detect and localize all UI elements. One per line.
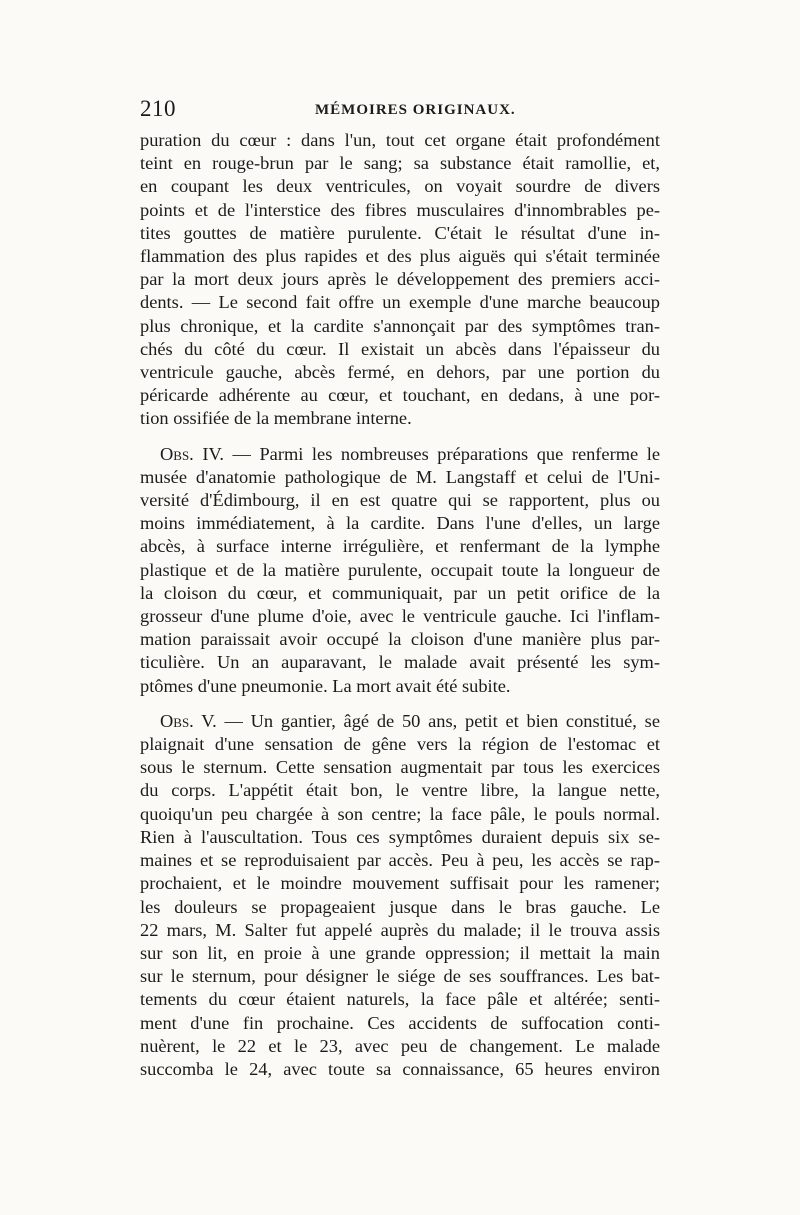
text-line: ptômes d'une pneumonie. La mort avait été subite. — [140, 675, 511, 696]
text-line: péricarde adhérente au cœur, et touchant, en dedans, à une por- — [140, 385, 660, 406]
text-line — [140, 710, 660, 733]
text-line: abcès, à surface interne irrégulière, et renfermant de la lymphe — [140, 536, 660, 557]
paragraph-gap — [140, 431, 660, 443]
text-line: moins immédiatement, à la cardite. Dans l'une d'elles, un large — [140, 513, 660, 534]
paragraph-obs-v — [140, 710, 660, 1081]
text-line — [140, 443, 660, 466]
observation-label: Obs. V. — [160, 710, 217, 731]
text-line: mation paraissait avoir occupé la cloison d'une manière plus par- — [140, 629, 660, 650]
text-line: Rien à l'auscultation. Tous ces symptômes duraient depuis six se- — [140, 826, 660, 847]
text-line: musée d'anatomie pathologique de M. Langstaff et celui de l'Uni- — [140, 466, 660, 487]
text-line: succomba le 24, avec toute sa connaissance, 65 heures environ — [140, 1058, 660, 1079]
text-line: versité d'Édimbourg, il en est quatre qui se rapportent, plus ou — [140, 490, 660, 511]
text-line: en coupant les deux ventricules, on voyait sourdre de divers — [140, 176, 660, 197]
text-line: du corps. L'appétit était bon, le ventre libre, la langue nette, — [140, 780, 660, 801]
text-line-rest: — Parmi les nombreuses préparations que renferme le — [223, 443, 660, 464]
text-line: ment d'une fin prochaine. Ces accidents de suffocation conti- — [140, 1012, 660, 1033]
text-line: plus chronique, et la cardite s'annonçait par des symptômes tran- — [140, 315, 660, 336]
text-line: teint en rouge-brun par le sang; sa substance était ramollie, et, — [140, 153, 660, 174]
text-line-rest: — Un gantier, âgé de 50 ans, petit et bien constitué, se — [216, 710, 660, 731]
paragraph-obs-iv — [140, 443, 660, 698]
text-line: maines et se reproduisaient par accès. Peu à peu, les accès se rap- — [140, 850, 660, 871]
text-line: la cloison du cœur, et communiquait, par un petit orifice de la — [140, 582, 660, 603]
text-line: puration du cœur : dans l'un, tout cet organe était profondément — [140, 130, 660, 150]
text-line: quoiqu'un peu chargée à son centre; la face pâle, le pouls normal. — [140, 803, 660, 824]
text-line: prochaient, et le moindre mouvement suffisait pour les ramener; — [140, 873, 660, 894]
text-line: dents. — Le second fait offre un exemple d'une marche beaucoup — [140, 292, 660, 313]
text-line: points et de l'interstice des fibres musculaires d'innombrables pe- — [140, 199, 660, 220]
running-head: MÉMOIRES ORIGINAUX. — [315, 102, 516, 118]
text-line: nuèrent, le 22 et le 23, avec peu de changement. Le malade — [140, 1035, 660, 1056]
paragraph-gap — [140, 698, 660, 710]
text-line: sur le sternum, pour désigner le siége de ses souffrances. Les bat- — [140, 966, 660, 987]
text-line: plaignait d'une sensation de gêne vers la région de l'estomac et — [140, 734, 660, 755]
text-line: flammation des plus rapides et des plus aiguës qui s'était terminée — [140, 246, 660, 267]
body-text — [140, 129, 660, 1081]
text-line: plastique et de la matière purulente, occupait toute la longueur de — [140, 559, 660, 580]
text-line: les douleurs se propageaient jusque dans le bras gauche. Le — [140, 896, 660, 917]
observation-label: Obs. IV. — [160, 443, 224, 464]
text-line: chés du côté du cœur. Il existait un abcès dans l'épaisseur du — [140, 338, 660, 359]
text-line: sous le sternum. Cette sensation augmentait par tous les exercices — [140, 757, 660, 778]
text-line: par la mort deux jours après le développement des premiers acci- — [140, 269, 660, 290]
text-line: sur son lit, en proie à une grande oppression; il mettait la main — [140, 942, 660, 963]
text-line: ventricule gauche, abcès fermé, en dehors, par une portion du — [140, 362, 660, 383]
page-number: 210 — [140, 96, 176, 121]
page-header — [140, 96, 660, 126]
text-line: grosseur d'une plume d'oie, avec le ventricule gauche. Ici l'inflam- — [140, 606, 660, 627]
text-line: 22 mars, M. Salter fut appelé auprès du malade; il le trouva assis — [140, 919, 660, 940]
paragraph-continuation — [140, 129, 660, 431]
text-line: tion ossifiée de la membrane interne. — [140, 408, 412, 429]
text-line: tements du cœur étaient naturels, la face pâle et altérée; senti- — [140, 989, 660, 1010]
text-line: tites gouttes de matière purulente. C'était le résultat d'une in- — [140, 222, 660, 243]
text-line: ticulière. Un an auparavant, le malade avait présenté les sym- — [140, 652, 660, 673]
